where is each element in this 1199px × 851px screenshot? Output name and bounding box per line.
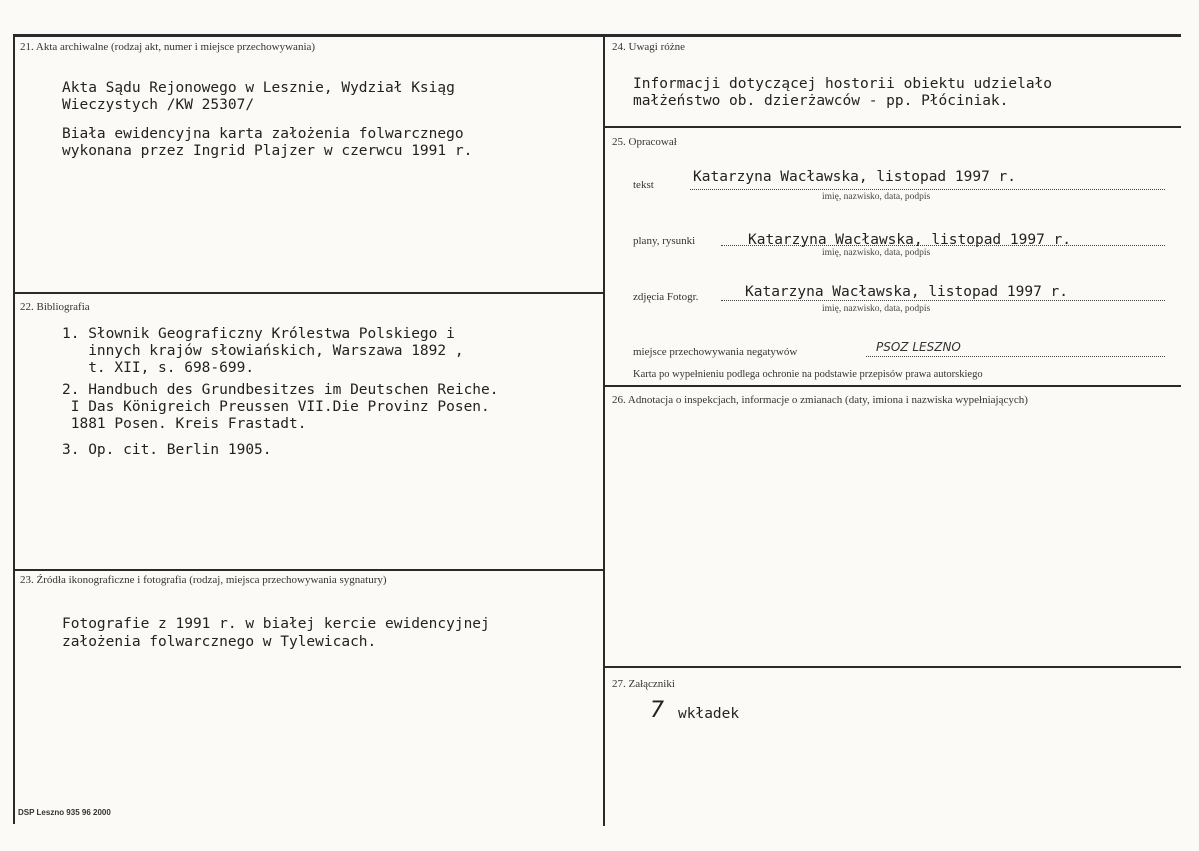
- section-21-label: 21. Akta archiwalne (rodzaj akt, numer i miejsce przechowywania): [20, 41, 316, 53]
- zdjecia-caption: imię, nazwisko, data, podpis: [822, 304, 931, 314]
- attachments-count: 7: [650, 698, 664, 723]
- divider-25-26: [605, 385, 1181, 387]
- bibliography-item-2-line-1: 2. Handbuch des Grundbesitzes im Deutschen Reiche.: [62, 382, 499, 398]
- bibliography-item-1-line-1: 1. Słownik Geograficzny Królestwa Polskiego i: [62, 326, 455, 342]
- section-26-label: 26. Adnotacja o inspekcjach, informacje o zmianach (daty, imiona i nazwiska wypełniających): [612, 394, 1028, 406]
- section-23-line-2: założenia folwarcznego w Tylewicach.: [62, 634, 377, 650]
- divider-26-27: [605, 666, 1181, 668]
- miejsce-label: miejsce przechowywania negatywów: [633, 346, 798, 358]
- zdjecia-label: zdjęcia Fotogr.: [633, 291, 699, 303]
- section-25-label: 25. Opracował: [612, 136, 677, 148]
- divider-21-22: [13, 292, 603, 294]
- top-border-right: [605, 34, 1181, 37]
- section-21-line-2: Wieczystych /KW 25307/: [62, 97, 255, 113]
- section-23-line-1: Fotografie z 1991 r. w białej kercie ewidencyjnej: [62, 616, 490, 632]
- section-24-line-2: małżeństwo ob. dzierżawców - pp. Płóciniak.: [633, 93, 1009, 109]
- plany-label: plany, rysunki: [633, 235, 696, 247]
- left-border: [13, 34, 15, 824]
- section-22-label: 22. Bibliografia: [20, 301, 90, 313]
- bibliography-item-2-line-3: 1881 Posen. Kreis Frastadt.: [62, 416, 307, 432]
- section-21-line-1: Akta Sądu Rejonowego w Lesznie, Wydział Ksiąg: [62, 80, 455, 96]
- section-24-line-1: Informacji dotyczącej hostorii obiektu udzielało: [633, 76, 1053, 92]
- bibliography-item-1-line-3: t. XII, s. 698-699.: [62, 360, 255, 376]
- divider-22-23: [13, 569, 603, 571]
- bibliography-item-2-line-2: I Das Königreich Preussen VII.Die Provinz Posen.: [62, 399, 490, 415]
- section-21-line-4: wykonana przez Ingrid Plajzer w czerwcu 1991 r.: [62, 143, 473, 159]
- center-divider: [603, 34, 605, 826]
- section-21-line-3: Biała ewidencyjna karta założenia folwarcznego: [62, 126, 464, 142]
- attachments-text: wkładek: [678, 706, 740, 722]
- tekst-dotline: [690, 189, 1165, 190]
- miejsce-value: PSOZ LESZNO: [876, 340, 961, 354]
- zdjecia-dotline: [721, 300, 1165, 301]
- tekst-caption: imię, nazwisko, data, podpis: [822, 192, 931, 202]
- plany-caption: imię, nazwisko, data, podpis: [822, 248, 931, 258]
- section-24-label: 24. Uwagi różne: [612, 41, 686, 53]
- miejsce-dotline: [866, 356, 1165, 357]
- divider-24-25: [605, 126, 1181, 128]
- tekst-value: Katarzyna Wacławska, listopad 1997 r.: [693, 169, 1017, 185]
- section-27-label: 27. Załączniki: [612, 678, 675, 690]
- tekst-label: tekst: [633, 179, 654, 191]
- zdjecia-value: Katarzyna Wacławska, listopad 1997 r.: [745, 284, 1069, 300]
- bibliography-item-3-line-1: 3. Op. cit. Berlin 1905.: [62, 442, 272, 458]
- section-23-label: 23. Źródła ikonograficzne i fotografia (rodzaj, miejsca przechowywania sygnatury): [20, 574, 387, 586]
- top-border-left: [13, 34, 603, 37]
- print-info: DSP Leszno 935 96 2000: [18, 808, 111, 817]
- plany-value: Katarzyna Wacławska, listopad 1997 r.: [748, 232, 1072, 248]
- karta-note: Karta po wypełnieniu podlega ochronie na podstawie przepisów prawa autorskiego: [633, 369, 983, 380]
- bibliography-item-1-line-2: innych krajów słowiańskich, Warszawa 1892 ,: [62, 343, 464, 359]
